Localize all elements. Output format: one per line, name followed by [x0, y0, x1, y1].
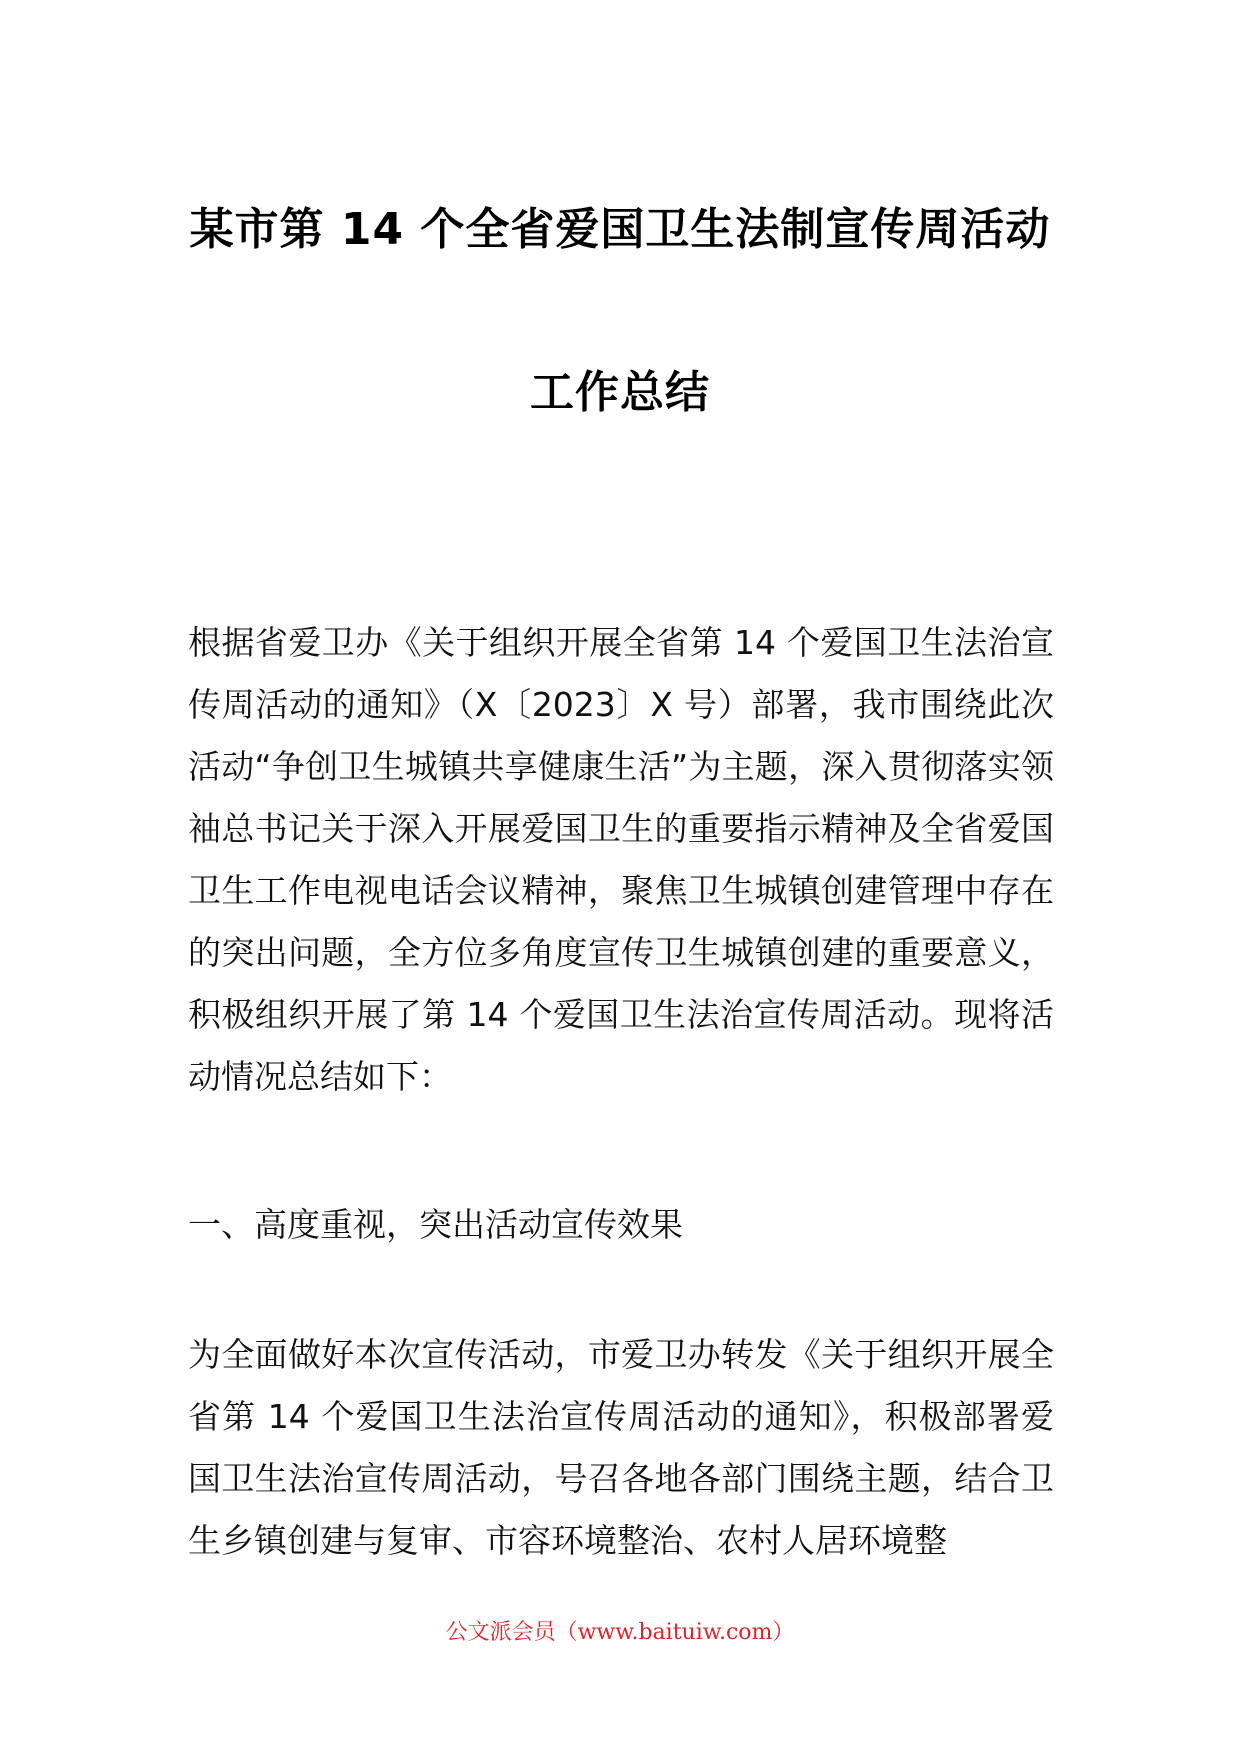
- document-title-line-1: 某市第 14 个全省爱国卫生法制宣传周活动: [189, 204, 1051, 255]
- footer-watermark: 公文派会员（www.baituiw.com）: [445, 1620, 795, 1645]
- intro-paragraph: 根据省爱卫办《关于组织开展全省第 14 个爱国卫生法治宣传周活动的通知》（X〔2023〕X 号）部署，我市围绕此次活动“争创卫生城镇共享健康生活”为主题，深入贯彻落实领袖总书记关于深入开展爱国卫生的重要指示精神及全省爱国卫生工作电视电话会议精神，聚焦卫生城镇创建管理中存在的突出问题，全方位多角度宣传卫生城镇创建的重要意义，积极组织开展了第 14 个爱国卫生法治宣传周活动。现将活动情况总结如下：: [188, 623, 1054, 1096]
- section-1-paragraph: 为全面做好本次宣传活动，市爱卫办转发《关于组织开展全省第 14 个爱国卫生法治宣传周活动的通知》，积极部署爱国卫生法治宣传周活动，号召各地各部门围绕主题，结合卫生乡镇创建与复审、市容环境整治、农村人居环境整: [188, 1335, 1054, 1560]
- section-heading-1: 一、高度重视，突出活动宣传效果: [188, 1205, 683, 1244]
- document-title-line-2: 工作总结: [530, 367, 710, 418]
